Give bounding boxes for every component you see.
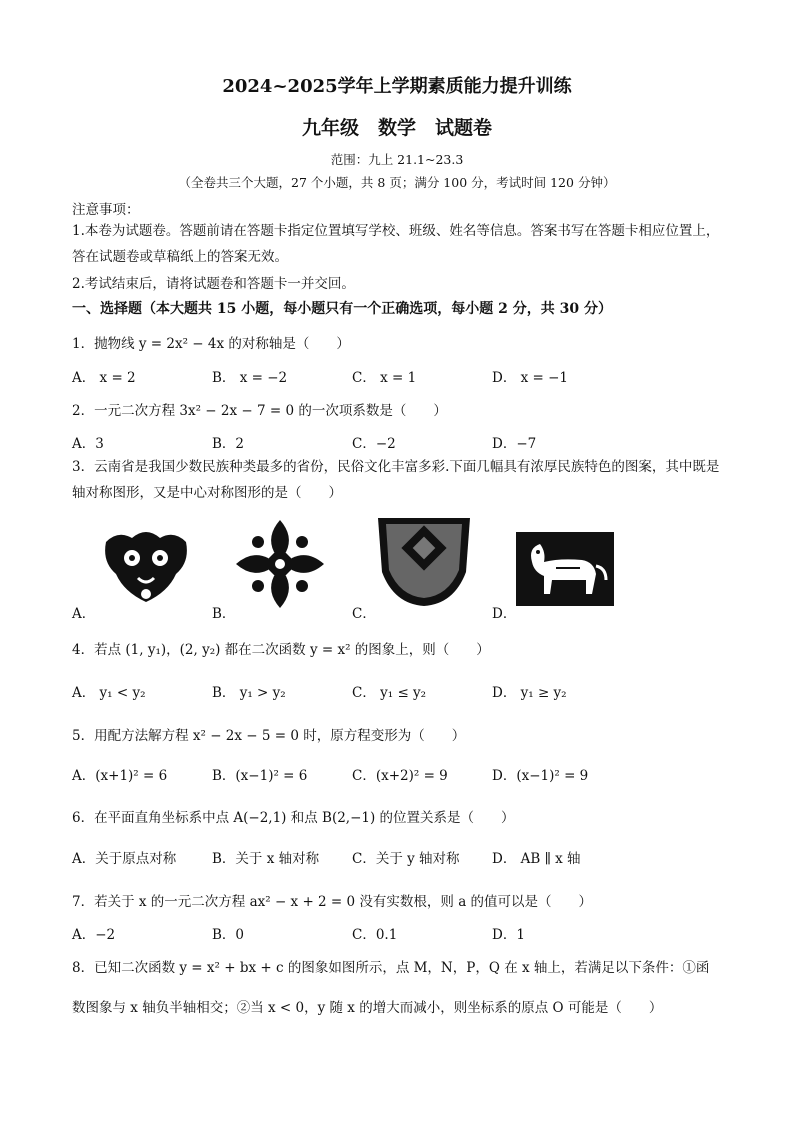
note-1: 1.本卷为试题卷。答题前请在答题卡指定位置填写学校、班级、姓名等信息。答案书写在答题卡相应位置上，答在试题卷或草稿纸上的答案无效。 [72, 223, 720, 265]
q5-option-a: A．(x+1)² = 6 [72, 768, 168, 784]
q8-stem-line1: 8．已知二次函数 y = x² + bx + c 的图象如图所示，点 M，N，P，Q 在 x 轴上，若满足以下条件：①函 [72, 960, 710, 976]
q1-stem: 1．抛物线 y = 2x² − 4x 的对称轴是（ ） [72, 336, 350, 352]
q2-option-c: C．−2 [352, 436, 396, 452]
q5-stem: 5．用配方法解方程 x² − 2x − 5 = 0 时，原方程变形为（ ） [72, 728, 466, 744]
q6-stem: 6．在平面直角坐标系中点 A(−2,1) 和点 B(2,−1) 的位置关系是（ ） [72, 810, 515, 826]
q6-option-d: D． AB ∥ x 轴 [492, 851, 581, 867]
q4-option-c: C． y₁ ≤ y₂ [352, 685, 427, 701]
q4-option-d: D． y₁ ≥ y₂ [492, 685, 567, 701]
q7-option-a: A．−2 [72, 927, 116, 943]
q5-option-d: D．(x−1)² = 9 [492, 768, 589, 784]
q5-option-c: C．(x+2)² = 9 [352, 768, 448, 784]
q7-stem: 7．若关于 x 的一元二次方程 ax² − x + 2 = 0 没有实数根，则 a 的值可以是（ ） [72, 894, 593, 910]
q4-option-b: B． y₁ > y₂ [212, 685, 286, 701]
q7-option-c: C．0.1 [352, 927, 398, 943]
exam-range: 范围：九上 21.1~23.3 [330, 152, 464, 167]
q6-option-b: B．关于 x 轴对称 [212, 851, 320, 867]
section-heading: 一、选择题（本大题共 15 小题，每小题只有一个正确选项，每小题 2 分，共 30 分） [72, 301, 612, 317]
note-2: 2.考试结束后，请将试题卷和答题卡一并交回。 [72, 276, 355, 292]
q3-stem: 3．云南省是我国少数民族种类最多的省份，民俗文化丰富多彩.下面几幅具有浓厚民族特色的图案，其中既是轴对称图形，又是中心对称图形的是（ ） [72, 459, 720, 501]
q4-stem: 4．若点 (1, y₁)，(2, y₂) 都在二次函数 y = x² 的图象上，则（ ） [72, 642, 490, 658]
exam-title: 2024~2025学年上学期素质能力提升训练 [222, 76, 572, 97]
q4-option-a: A． y₁ < y₂ [72, 685, 146, 701]
q3-option-c: C． [352, 606, 376, 622]
q6-option-a: A．关于原点对称 [72, 851, 177, 867]
q6-option-c: C．关于 y 轴对称 [352, 851, 460, 867]
q7-option-b: B．0 [212, 927, 245, 943]
folk-pattern-b-image [234, 518, 326, 610]
q1-option-d: D． x = −1 [492, 370, 569, 386]
q3-option-a: A． [72, 606, 96, 622]
exam-info: （全卷共三个大题，27 个小题，共 8 页；满分 100 分，考试时间 120 分钟） [178, 175, 616, 190]
q2-option-d: D．−7 [492, 436, 537, 452]
folk-pattern-d-image [516, 532, 614, 606]
q2-stem: 2．一元二次方程 3x² − 2x − 7 = 0 的一次项系数是（ ） [72, 403, 447, 419]
folk-pattern-c-image [374, 512, 474, 610]
q1-option-a: A． x = 2 [72, 370, 136, 386]
folk-pattern-a-image [98, 522, 194, 606]
q1-option-c: C． x = 1 [352, 370, 417, 386]
q2-option-b: B．2 [212, 436, 245, 452]
exam-subtitle: 九年级 数学 试题卷 [301, 117, 492, 139]
q7-option-d: D．1 [492, 927, 525, 943]
q1-option-b: B． x = −2 [212, 370, 288, 386]
q3-option-d: D． [492, 606, 517, 622]
q5-option-b: B．(x−1)² = 6 [212, 768, 308, 784]
notes-heading: 注意事项： [72, 202, 140, 218]
q8-stem-line2: 数图象与 x 轴负半轴相交；②当 x < 0，y 随 x 的增大而减小，则坐标系的原点 O 可能是（ ） [72, 1000, 663, 1016]
q2-option-a: A．3 [72, 436, 104, 452]
q3-option-b: B． [212, 606, 236, 622]
